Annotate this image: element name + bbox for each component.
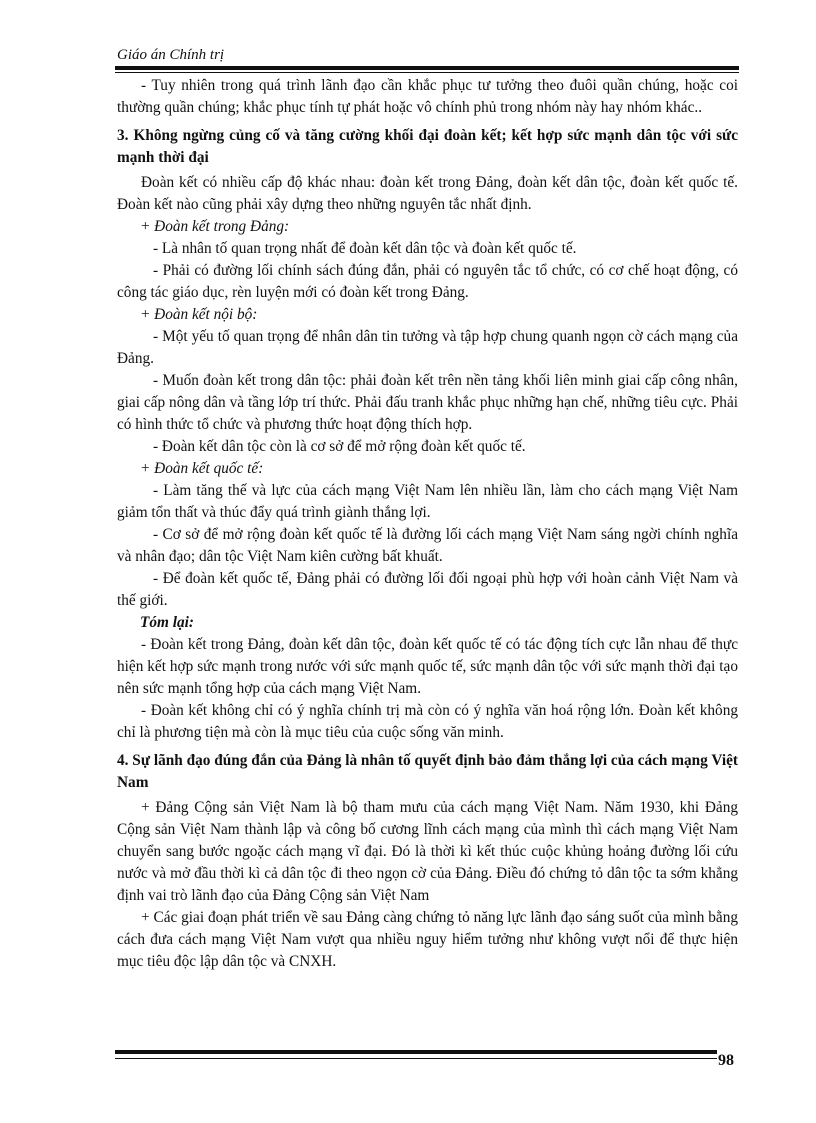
- paragraph: - Làm tăng thế và lực của cách mạng Việt Nam lên nhiều lần, làm cho cách mạng Việt Nam giảm tổn thất và thúc đẩy quá trình giành thắng lợi.: [117, 482, 738, 521]
- paragraph: - Đoàn kết không chỉ có ý nghĩa chính trị mà còn có ý nghĩa văn hoá rộng lớn. Đoàn kết không chỉ là phương tiện mà còn là mục tiêu của cuộc sống văn minh.: [117, 702, 738, 741]
- paragraph: + Các giai đoạn phát triển về sau Đảng càng chứng tỏ năng lực lãnh đạo sáng suốt của mình bằng cách đưa cách mạng Việt Nam vượt qua nhiều nguy hiểm tưởng như không vượt nổi để thực hiện mục tiêu độc lập dân tộc và CNXH.: [117, 909, 738, 970]
- paragraph: - Cơ sở để mở rộng đoàn kết quốc tế là đường lối cách mạng Việt Nam sáng ngời chính nghĩa và nhân đạo; dân tộc Việt Nam kiên cường bất khuất.: [117, 526, 738, 565]
- section-heading-4: 4. Sự lãnh đạo đúng đắn của Đảng là nhân tố quyết định bảo đảm thắng lợi của cách mạng Việt Nam: [117, 752, 738, 791]
- paragraph: - Một yếu tố quan trọng để nhân dân tin tưởng và tập hợp chung quanh ngọn cờ cách mạng của Đảng.: [117, 328, 738, 367]
- paragraph: - Tuy nhiên trong quá trình lãnh đạo cần khắc phục tư tưởng theo đuôi quần chúng, hoặc coi thường quần chúng; khắc phục tính tự phát hoặc vô chính phủ trong nhóm này hay nhóm khác..: [117, 77, 738, 116]
- header-rule-thin: [115, 72, 739, 73]
- header-rule-thick: [115, 66, 739, 70]
- subheading: + Đoàn kết trong Đảng:: [140, 218, 290, 235]
- subheading: + Đoàn kết nội bộ:: [140, 306, 258, 323]
- section-heading-3: 3. Không ngừng củng cố và tăng cường khối đại đoàn kết; kết hợp sức mạnh dân tộc với sức mạnh thời đại: [117, 127, 738, 166]
- header-title: Giáo án Chính trị: [117, 47, 225, 63]
- footer-rule-thick: [115, 1050, 717, 1054]
- document-body: [117, 75, 738, 973]
- paragraph: - Đoàn kết trong Đảng, đoàn kết dân tộc, đoàn kết quốc tế có tác động tích cực lẫn nhau để thực hiện kết hợp sức mạnh trong nước với sức mạnh quốc tế, sức mạnh dân tộc với sức mạnh thời đại tạo nên sức mạnh tổng hợp của cách mạng Việt Nam.: [117, 636, 738, 697]
- summary-heading: Tóm lại:: [140, 614, 194, 631]
- page-number: 98: [718, 1052, 734, 1069]
- footer-rule-thin: [115, 1058, 717, 1059]
- paragraph: - Là nhân tố quan trọng nhất để đoàn kết dân tộc và đoàn kết quốc tế.: [153, 240, 577, 257]
- paragraph: Đoàn kết có nhiều cấp độ khác nhau: đoàn kết trong Đảng, đoàn kết dân tộc, đoàn kết quốc tế. Đoàn kết nào cũng phải xây dựng theo những nguyên tắc nhất định.: [117, 174, 738, 213]
- paragraph: - Để đoàn kết quốc tế, Đảng phải có đường lối đối ngoại phù hợp với hoàn cảnh Việt Nam và thế giới.: [117, 570, 738, 609]
- subheading: + Đoàn kết quốc tế:: [140, 460, 264, 477]
- paragraph: - Phải có đường lối chính sách đúng đắn, phải có nguyên tắc tổ chức, có cơ chế hoạt động, có công tác giáo dục, rèn luyện mới có đoàn kết trong Đảng.: [117, 262, 738, 301]
- paragraph: + Đảng Cộng sản Việt Nam là bộ tham mưu của cách mạng Việt Nam. Năm 1930, khi Đảng Cộng sản Việt Nam thành lập và công bố cương lĩnh cách mạng của mình thì cách mạng Việt Nam chuyển sang bước ngoặc cách mạng vĩ đại. Đó là thời kì kết thúc cuộc khủng hoảng đường lối cứu nước và mở đầu thời kì cả dân tộc đi theo ngọn cờ của Đảng. Điều đó chứng tỏ dân tộc ta sớm khẳng định vai trò lãnh đạo của Đảng Cộng sản Việt Nam: [117, 799, 738, 904]
- paragraph: - Đoàn kết dân tộc còn là cơ sở để mở rộng đoàn kết quốc tế.: [153, 438, 526, 455]
- paragraph: - Muốn đoàn kết trong dân tộc: phải đoàn kết trên nền tảng khối liên minh giai cấp công nhân, giai cấp nông dân và tầng lớp trí thức. Phải đấu tranh khắc phục những hạn chế, những tiêu cực. Phải có hình thức tổ chức và phương thức hoạt động thích hợp.: [117, 372, 738, 433]
